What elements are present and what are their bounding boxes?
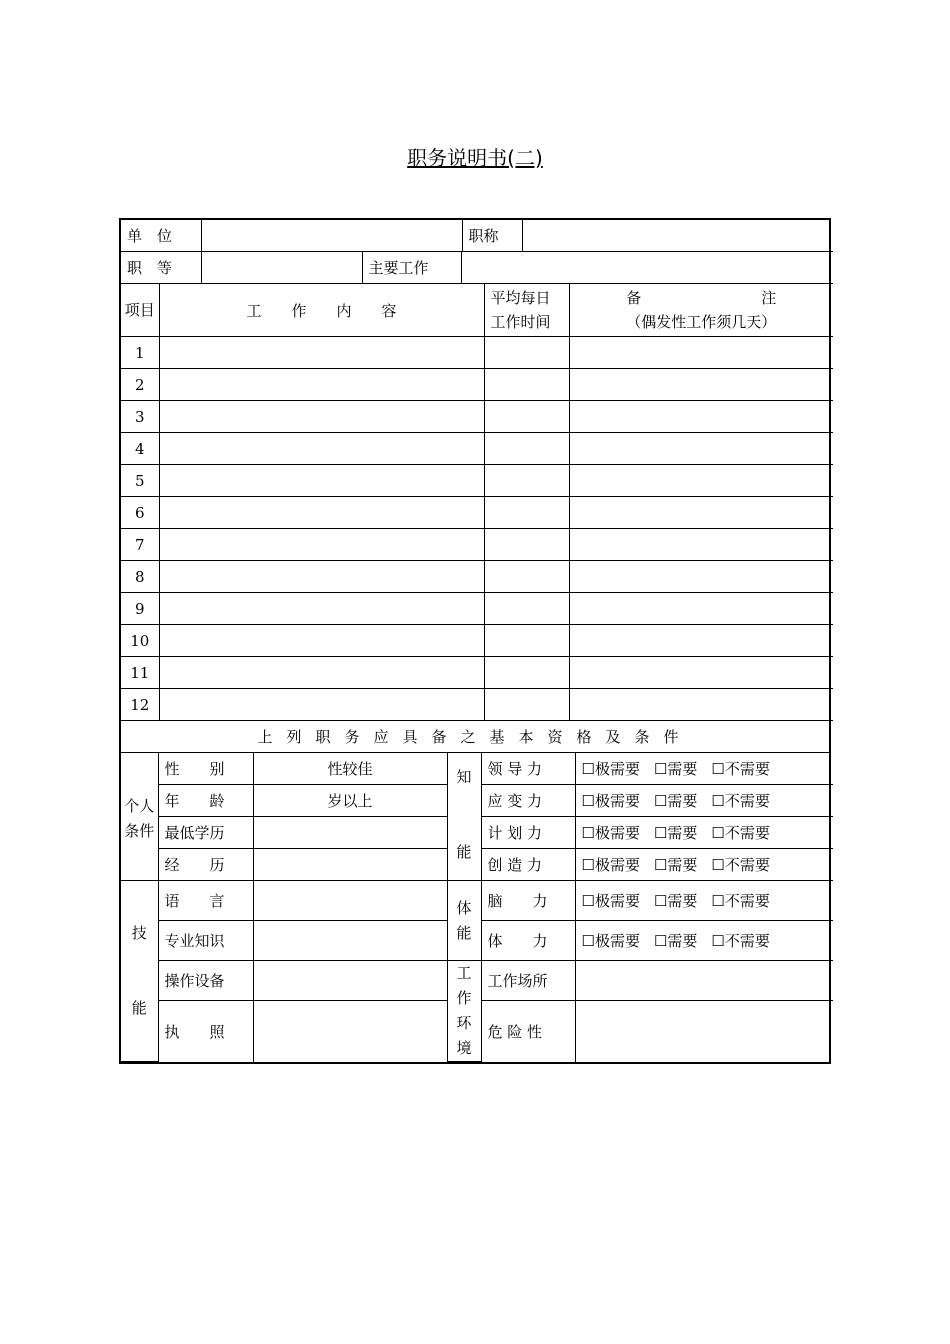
work-row-number: 1: [121, 337, 159, 369]
requirements-heading: 上列职务应具备之基本资格及条件: [121, 721, 829, 753]
education-label: 最低学历: [158, 817, 253, 849]
license-field[interactable]: [253, 1001, 447, 1062]
remark-field[interactable]: [569, 465, 833, 497]
remark-field[interactable]: [569, 529, 833, 561]
daily-time-line2: 工作时间: [490, 313, 551, 331]
mental-option-none[interactable]: ☐不需要: [711, 892, 770, 910]
work-row: [121, 625, 833, 657]
daily-time-line1: 平均每日: [490, 289, 551, 307]
leadership-option-none[interactable]: ☐不需要: [711, 760, 770, 778]
work-content-field[interactable]: [159, 625, 484, 657]
physical-power-option-none[interactable]: ☐不需要: [711, 932, 770, 950]
equipment-label: 操作设备: [158, 961, 253, 1001]
work-row-number: 11: [121, 657, 159, 689]
work-row: [121, 657, 833, 689]
work-row-number: 3: [121, 401, 159, 433]
work-content-table: [121, 284, 833, 721]
daily-time-column-header: [484, 284, 569, 337]
content-column-header: 工 作 内 容: [159, 284, 484, 337]
remark-field[interactable]: [569, 401, 833, 433]
adaptability-option-need[interactable]: ☐需要: [653, 792, 698, 810]
main-work-field[interactable]: [461, 252, 833, 284]
work-content-field[interactable]: [159, 561, 484, 593]
intellect-label-bottom: 能: [456, 843, 472, 861]
leadership-options: [575, 753, 833, 785]
skills-label-top: 技: [131, 924, 147, 942]
work-row: [121, 369, 833, 401]
work-row-number: 10: [121, 625, 159, 657]
workplace-label: 工作场所: [481, 961, 575, 1001]
work-row: [121, 337, 833, 369]
language-field[interactable]: [253, 881, 447, 921]
info-table: [121, 220, 833, 252]
unit-field[interactable]: [201, 220, 462, 252]
skills-label-bottom: 能: [131, 999, 147, 1017]
remark-field[interactable]: [569, 561, 833, 593]
remark-field[interactable]: [569, 369, 833, 401]
gender-label: 性 别: [158, 753, 253, 785]
education-field[interactable]: [253, 817, 447, 849]
mental-label: 脑 力: [481, 881, 575, 921]
creativity-option-none[interactable]: ☐不需要: [711, 856, 770, 874]
creativity-option-high[interactable]: ☐极需要: [581, 856, 640, 874]
planning-option-need[interactable]: ☐需要: [653, 824, 698, 842]
daily-time-field[interactable]: [484, 337, 569, 369]
planning-option-high[interactable]: ☐极需要: [581, 824, 640, 842]
page-title: 职务说明书(二): [407, 146, 543, 170]
expertise-label: 专业知识: [158, 921, 253, 961]
intellect-label: [447, 753, 481, 881]
physical-power-option-high[interactable]: ☐极需要: [581, 932, 640, 950]
remark-field[interactable]: [569, 593, 833, 625]
work-row: [121, 465, 833, 497]
intellect-label-top: 知: [456, 768, 472, 786]
gender-value[interactable]: 性较佳: [253, 753, 447, 785]
grade-field[interactable]: [201, 252, 362, 284]
adaptability-label: 应 变 力: [481, 785, 575, 817]
planning-option-none[interactable]: ☐不需要: [711, 824, 770, 842]
work-row-number: 9: [121, 593, 159, 625]
work-content-field[interactable]: [159, 689, 484, 721]
position-title-label: 职称: [462, 220, 522, 252]
work-content-field[interactable]: [159, 465, 484, 497]
work-row: [121, 529, 833, 561]
physical-power-options: [575, 921, 833, 961]
daily-time-field[interactable]: [484, 529, 569, 561]
work-row: [121, 497, 833, 529]
work-content-field[interactable]: [159, 497, 484, 529]
work-row: [121, 689, 833, 721]
position-title-field[interactable]: [522, 220, 833, 252]
personal-conditions-label: 个人条件: [121, 753, 158, 881]
daily-time-field[interactable]: [484, 401, 569, 433]
work-content-field[interactable]: [159, 401, 484, 433]
work-content-field[interactable]: [159, 369, 484, 401]
requirements-heading-table: [121, 721, 829, 753]
main-work-label: 主要工作: [362, 252, 461, 284]
grade-label: 职 等: [121, 252, 201, 284]
leadership-option-high[interactable]: ☐极需要: [581, 760, 640, 778]
job-description-form: [119, 218, 831, 1064]
work-content-field[interactable]: [159, 337, 484, 369]
physical-power-option-need[interactable]: ☐需要: [653, 932, 698, 950]
daily-time-field[interactable]: [484, 689, 569, 721]
leadership-label: 领 导 力: [481, 753, 575, 785]
item-column-header: 项目: [121, 284, 159, 337]
unit-label: 单 位: [121, 220, 201, 252]
remark-line2: （偶发性工作须几天）: [626, 313, 777, 331]
mental-option-need[interactable]: ☐需要: [653, 892, 698, 910]
work-content-field[interactable]: [159, 593, 484, 625]
experience-field[interactable]: [253, 849, 447, 881]
daily-time-field[interactable]: [484, 465, 569, 497]
creativity-label: 创 造 力: [481, 849, 575, 881]
remark-field[interactable]: [569, 337, 833, 369]
remark-field[interactable]: [569, 625, 833, 657]
work-row: [121, 401, 833, 433]
work-row-number: 12: [121, 689, 159, 721]
license-label: 执 照: [158, 1001, 253, 1062]
requirements-table: [121, 753, 833, 1062]
mental-option-high[interactable]: ☐极需要: [581, 892, 640, 910]
skills-label: [121, 881, 158, 1062]
daily-time-field[interactable]: [484, 433, 569, 465]
age-label: 年 龄: [158, 785, 253, 817]
work-row-number: 6: [121, 497, 159, 529]
work-row-number: 2: [121, 369, 159, 401]
work-rows: [121, 337, 833, 721]
work-row-number: 5: [121, 465, 159, 497]
planning-options: [575, 817, 833, 849]
grade-table: [121, 252, 833, 284]
work-row: [121, 593, 833, 625]
mental-options: [575, 881, 833, 921]
daily-time-field[interactable]: [484, 593, 569, 625]
age-value[interactable]: 岁以上: [253, 785, 447, 817]
work-content-field[interactable]: [159, 657, 484, 689]
remark-field[interactable]: [569, 497, 833, 529]
work-row: [121, 561, 833, 593]
work-row-number: 4: [121, 433, 159, 465]
work-row: [121, 433, 833, 465]
danger-label: 危 险 性: [481, 1001, 575, 1062]
remark-field[interactable]: [569, 689, 833, 721]
work-content-field[interactable]: [159, 529, 484, 561]
expertise-field[interactable]: [253, 921, 447, 961]
creativity-options: [575, 849, 833, 881]
work-row-number: 7: [121, 529, 159, 561]
daily-time-field[interactable]: [484, 369, 569, 401]
adaptability-option-none[interactable]: ☐不需要: [711, 792, 770, 810]
creativity-option-need[interactable]: ☐需要: [653, 856, 698, 874]
remark-field[interactable]: [569, 657, 833, 689]
physical-label: 体能: [447, 881, 481, 961]
adaptability-options: [575, 785, 833, 817]
danger-field[interactable]: [575, 1001, 833, 1062]
remark-line1: 备 注: [626, 289, 777, 307]
leadership-option-need[interactable]: ☐需要: [653, 760, 698, 778]
adaptability-option-high[interactable]: ☐极需要: [581, 792, 640, 810]
daily-time-field[interactable]: [484, 561, 569, 593]
work-content-field[interactable]: [159, 433, 484, 465]
remark-column-header: [569, 284, 833, 337]
daily-time-field[interactable]: [484, 497, 569, 529]
language-label: 语 言: [158, 881, 253, 921]
equipment-field[interactable]: [253, 961, 447, 1001]
physical-power-label: 体 力: [481, 921, 575, 961]
remark-field[interactable]: [569, 433, 833, 465]
environment-label: 工作环境: [447, 961, 481, 1062]
workplace-field[interactable]: [575, 961, 833, 1001]
planning-label: 计 划 力: [481, 817, 575, 849]
work-row-number: 8: [121, 561, 159, 593]
daily-time-field[interactable]: [484, 625, 569, 657]
experience-label: 经 历: [158, 849, 253, 881]
daily-time-field[interactable]: [484, 657, 569, 689]
